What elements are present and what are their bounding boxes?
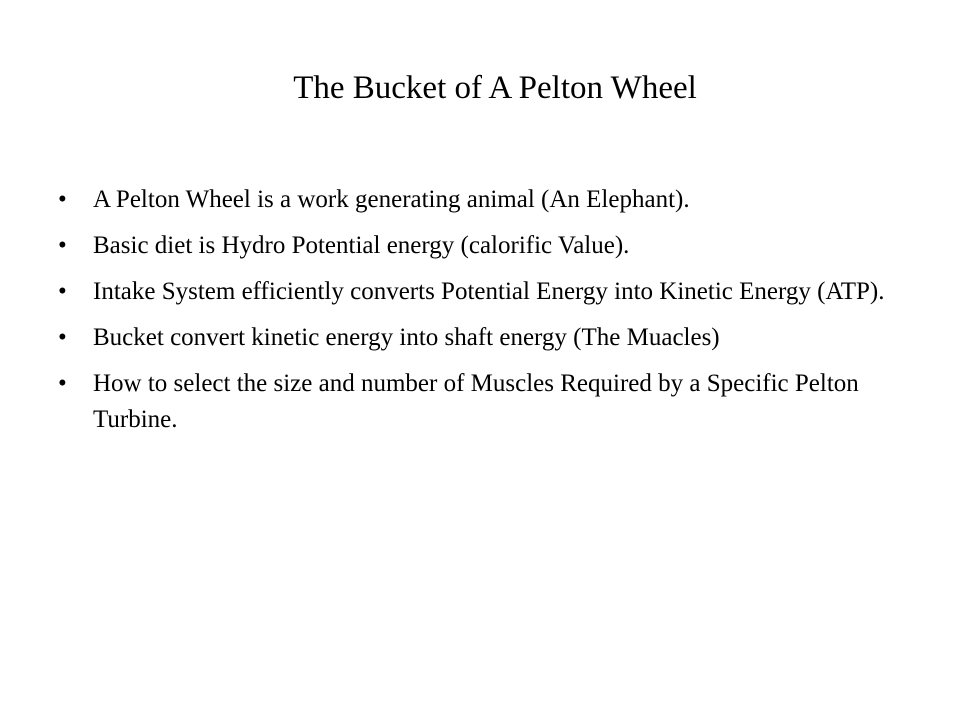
bullet-text: Intake System efficiently converts Potential Energy into Kinetic Energy (ATP).	[93, 278, 885, 305]
bullet-icon: •	[58, 186, 67, 213]
bullet-text: Basic diet is Hydro Potential energy (calorific Value).	[93, 232, 630, 259]
bullet-icon: •	[58, 278, 67, 305]
bullet-item	[58, 182, 918, 218]
bullet-icon: •	[58, 232, 67, 259]
bullet-item	[58, 274, 918, 310]
bullet-item	[58, 366, 918, 438]
slide-title: The Bucket of A Pelton Wheel	[293, 70, 697, 106]
bullet-icon: •	[58, 324, 67, 351]
bullet-text: A Pelton Wheel is a work generating animal (An Elephant).	[93, 186, 690, 213]
bullet-icon: •	[58, 370, 67, 397]
bullet-text: Bucket convert kinetic energy into shaft energy (The Muacles)	[93, 324, 720, 351]
bullet-item	[58, 228, 918, 264]
bullet-text: How to select the size and number of Muscles Required by a Specific Pelton Turbine.	[93, 370, 859, 433]
bullet-item	[58, 320, 918, 356]
bullet-list	[58, 182, 918, 448]
